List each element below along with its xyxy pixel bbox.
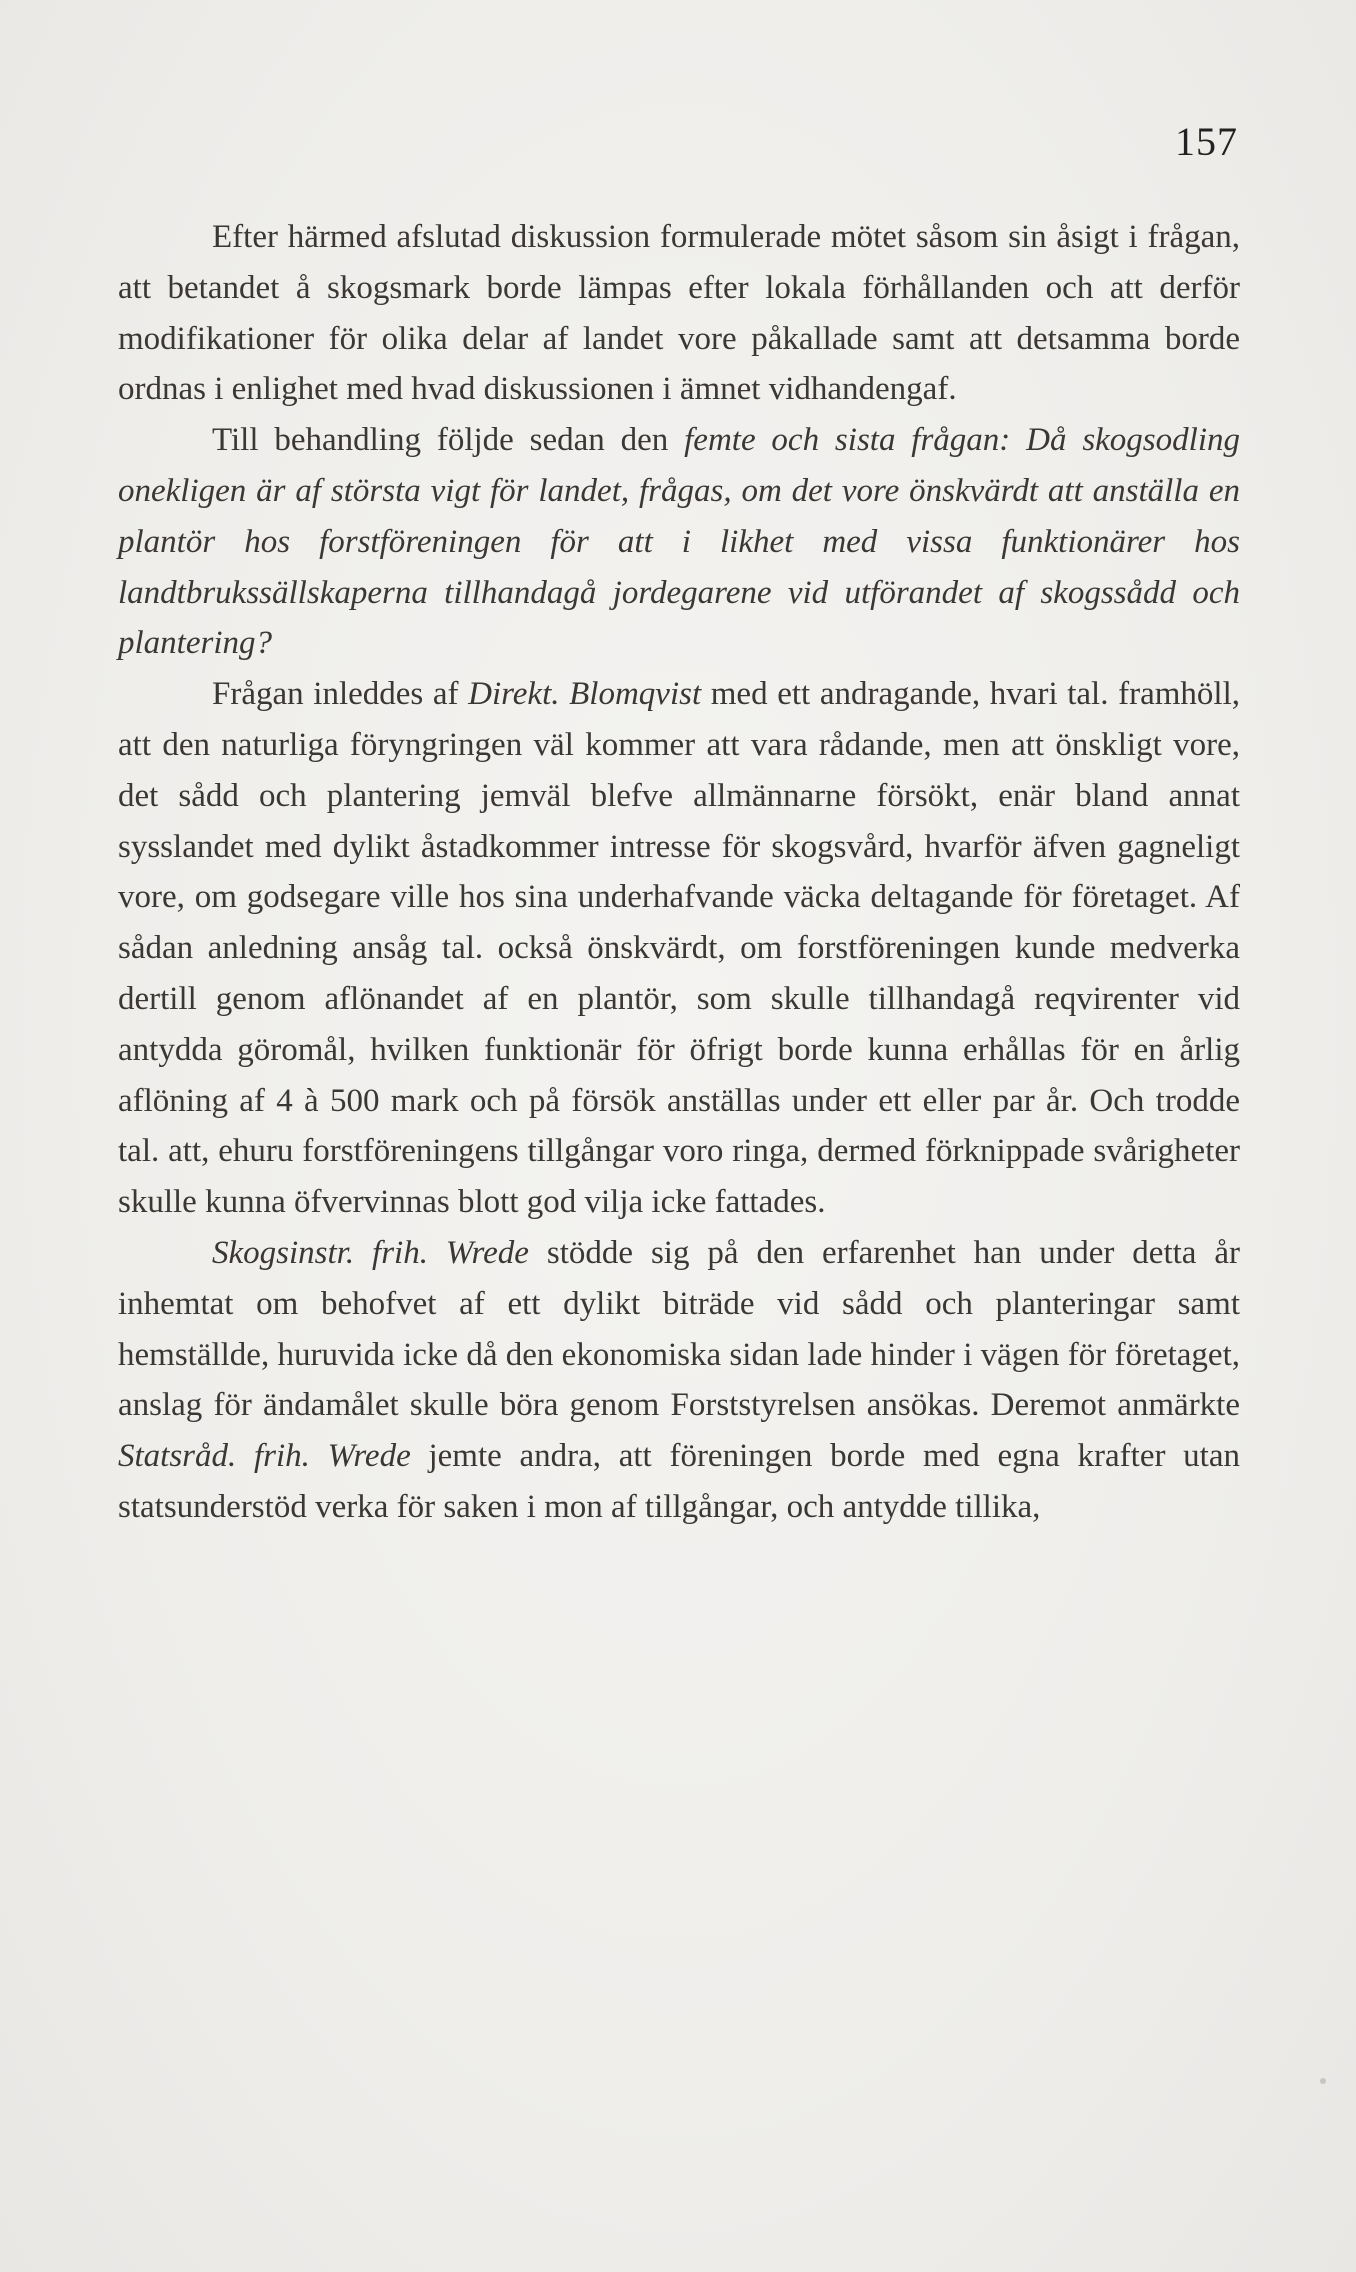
paragraph-1 bbox=[118, 212, 1240, 415]
paragraph-4 bbox=[118, 1228, 1240, 1533]
paragraph-3 bbox=[118, 669, 1240, 1228]
paragraph-2-question: femte och sista frågan: Då skogsodling onekligen är af största vigt för landet, frågas, om det vore önskvärdt att anställa en plantör hos forstföreningen för att i likhet med vissa funktionärer hos landtbrukssällskaperna tillhandagå jordegarene vid utförandet af skogssådd och plantering? bbox=[118, 422, 1240, 662]
paragraph-3-part-2: med ett andragande, hvari tal. framhöll, att den naturliga föryngringen väl kommer att vara rådande, men att önskligt vore, det sådd och plantering jemväl blefve allmännarne försökt, enär bland annat sysslandet med dylikt åstadkommer intresse för skogsvård, hvarför äfven gagneligt vore, om godsegare ville hos sina underhafvande väcka deltagande för företaget. Af sådan anledning ansåg tal. också önskvärdt, om forstföreningen kunde medverka dertill genom aflönandet af en plantör, som skulle tillhandagå reqvirenter vid antydda göromål, hvilken funktionär för öfrigt borde kunna erhållas för en årlig aflöning af 4 à 500 mark och på försök anställas under ett eller par år. Och trodde tal. att, ehuru forstföreningens tillgångar voro ringa, dermed förknippade svårigheter skulle kunna öfvervinnas blott god vilja icke fattades. bbox=[118, 676, 1240, 1221]
paragraph-2 bbox=[118, 415, 1240, 669]
paragraph-4-part-2: jemte andra, att föreningen borde med egna krafter utan statsunderstöd verka för saken i mon af tillgångar, och antydde tillika, bbox=[118, 1438, 1241, 1525]
paragraph-4-part-1: stödde sig på den erfarenhet han under detta år inhemtat om behofvet af ett dylikt biträde vid sådd och planteringar samt hemställde, huruvida icke då den ekonomiska sidan lade hinder i vägen för företaget, anslag för ändamålet skulle böra genom Forststyrelsen ansökas. Deremot anmärkte bbox=[118, 1234, 1240, 1424]
page-text bbox=[118, 212, 1240, 1533]
paragraph-1-text: Efter härmed afslutad diskussion formulerade mötet såsom sin åsigt i frågan, att betandet å skogsmark borde lämpas efter lokala förhållanden och att derför modifikationer för olika delar af landet vore påkallade samt att detsamma borde ordnas i enlighet med hvad diskussionen i ämnet vidhandengaf. bbox=[118, 219, 1240, 408]
paragraph-2-intro: Till behandling följde sedan den bbox=[212, 422, 685, 459]
paragraph-3-speaker: Direkt. Blomqvist bbox=[468, 676, 702, 713]
paragraph-4-speaker-2: Statsråd. frih. Wrede bbox=[118, 1438, 411, 1475]
paragraph-3-part-1: Frågan inleddes af bbox=[212, 676, 469, 713]
margin-speck bbox=[1320, 2078, 1326, 2084]
page-number: 157 bbox=[1175, 119, 1238, 164]
paragraph-4-speaker-1: Skogsinstr. frih. Wrede bbox=[212, 1234, 529, 1271]
